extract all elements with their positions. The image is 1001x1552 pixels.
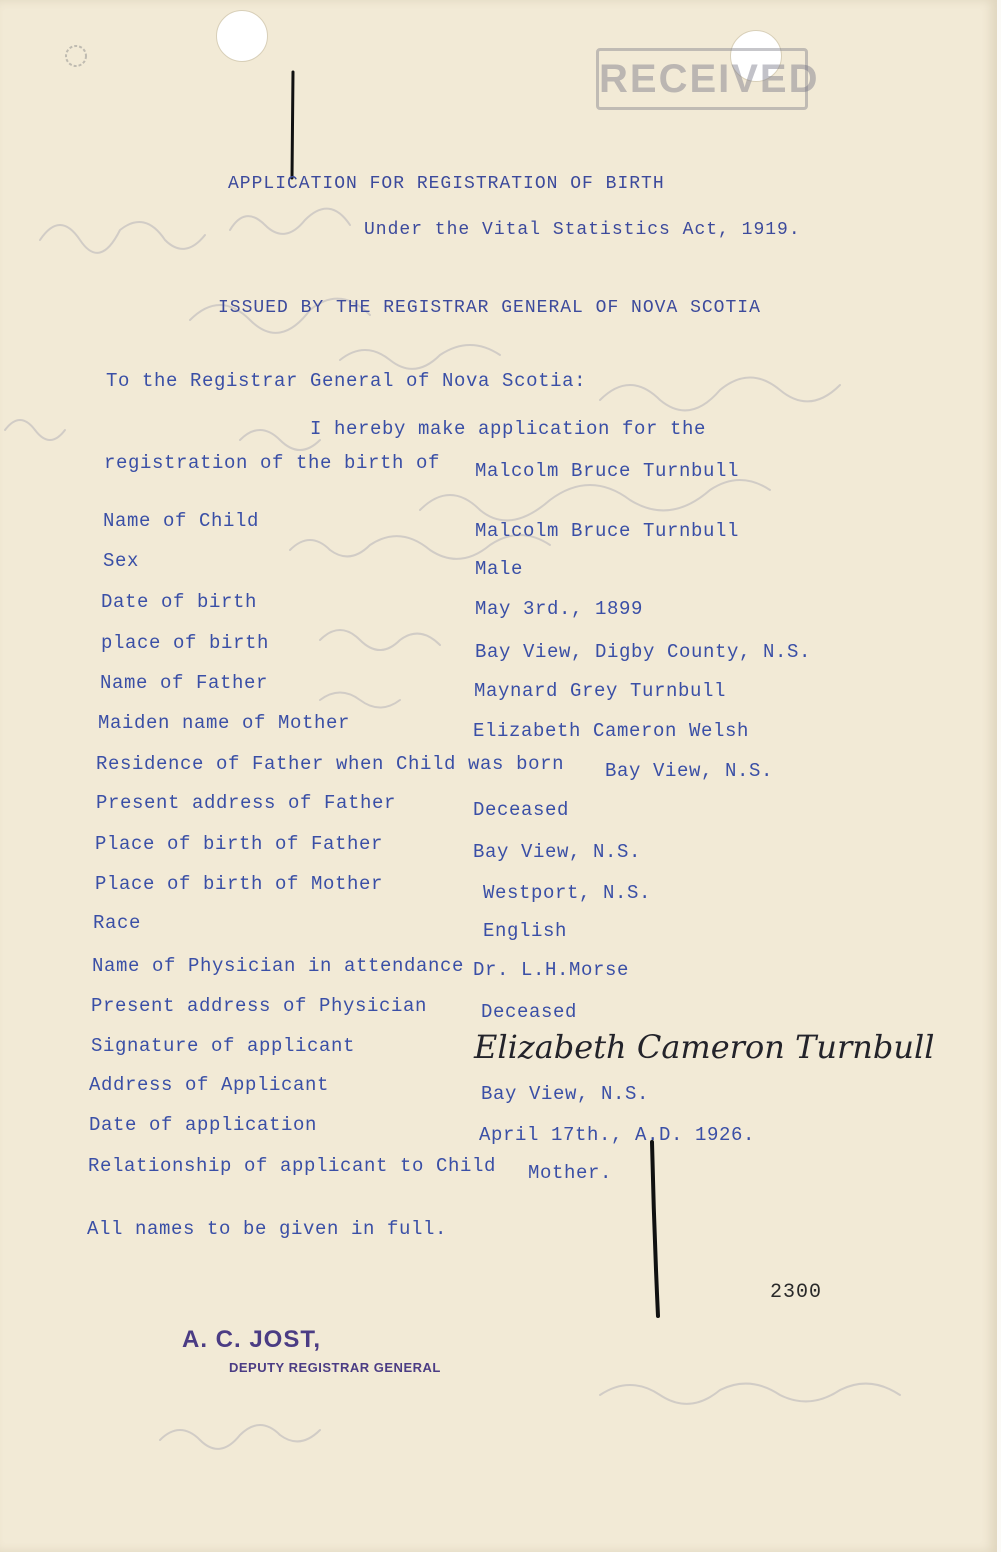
field-value-name-of-child: Malcolm Bruce Turnbull (475, 520, 740, 542)
act-reference: Under the Vital Statistics Act, 1919. (364, 220, 801, 240)
footnote: All names to be given in full. (87, 1218, 448, 1240)
received-stamp: RECEIVED (596, 48, 808, 110)
pen-mark-bottom (648, 1140, 662, 1320)
field-value-present-address-of-father: Deceased (473, 799, 570, 821)
field-label-place-of-birth: place of birth (101, 632, 270, 654)
intro-line-2: registration of the birth of (104, 452, 441, 474)
field-label-address-of-physician: Present address of Physician (91, 995, 428, 1017)
deputy-registrar-name: A. C. JOST, (182, 1326, 322, 1353)
field-value-race: English (483, 920, 568, 942)
field-label-present-address-of-father: Present address of Father (96, 792, 397, 814)
field-value-maiden-name-of-mother: Elizabeth Cameron Welsh (473, 720, 750, 742)
intro-name: Malcolm Bruce Turnbull (475, 460, 740, 482)
pen-mark-top (288, 70, 298, 180)
field-value-address-of-applicant: Bay View, N.S. (481, 1083, 650, 1105)
field-value-address-of-physician: Deceased (481, 1001, 578, 1023)
field-label-signature-of-applicant: Signature of applicant (91, 1035, 356, 1057)
field-value-relationship: Mother. (528, 1162, 613, 1184)
field-value-physician: Dr. L.H.Morse (473, 959, 630, 981)
field-label-date-of-application: Date of application (89, 1114, 318, 1136)
field-label-residence-of-father: Residence of Father when Child was born (96, 753, 565, 775)
field-label-name-of-child: Name of Child (103, 510, 260, 532)
field-value-date-of-application: April 17th., A.D. 1926. (479, 1124, 756, 1146)
applicant-signature: Elizabeth Cameron Turnbull (474, 1028, 935, 1066)
issued-by: ISSUED BY THE REGISTRAR GENERAL OF NOVA SCOTIA (218, 298, 761, 318)
salutation: To the Registrar General of Nova Scotia: (106, 370, 587, 392)
field-value-name-of-father: Maynard Grey Turnbull (474, 680, 727, 702)
field-label-name-of-father: Name of Father (100, 672, 269, 694)
field-label-place-of-birth-of-father: Place of birth of Father (95, 833, 384, 855)
field-value-sex: Male (475, 558, 524, 580)
field-label-address-of-applicant: Address of Applicant (89, 1074, 330, 1096)
deputy-registrar-title: DEPUTY REGISTRAR GENERAL (229, 1360, 441, 1375)
field-value-place-of-birth: Bay View, Digby County, N.S. (475, 641, 812, 663)
field-value-place-of-birth-of-mother: Westport, N.S. (483, 882, 652, 904)
field-value-date-of-birth: May 3rd., 1899 (475, 598, 644, 620)
intro-line-1: I hereby make application for the (310, 418, 707, 440)
field-label-sex: Sex (103, 550, 140, 572)
field-label-place-of-birth-of-mother: Place of birth of Mother (95, 873, 384, 895)
field-label-physician: Name of Physician in attendance (92, 955, 465, 977)
field-value-place-of-birth-of-father: Bay View, N.S. (473, 841, 642, 863)
field-label-race: Race (93, 912, 142, 934)
page-edge (997, 0, 1001, 1552)
field-label-maiden-name-of-mother: Maiden name of Mother (98, 712, 351, 734)
field-label-relationship: Relationship of applicant to Child (88, 1155, 497, 1177)
document-title: APPLICATION FOR REGISTRATION OF BIRTH (228, 174, 665, 194)
document-number: 2300 (770, 1281, 823, 1304)
field-value-residence-of-father: Bay View, N.S. (605, 760, 774, 782)
field-label-date-of-birth: Date of birth (101, 591, 258, 613)
